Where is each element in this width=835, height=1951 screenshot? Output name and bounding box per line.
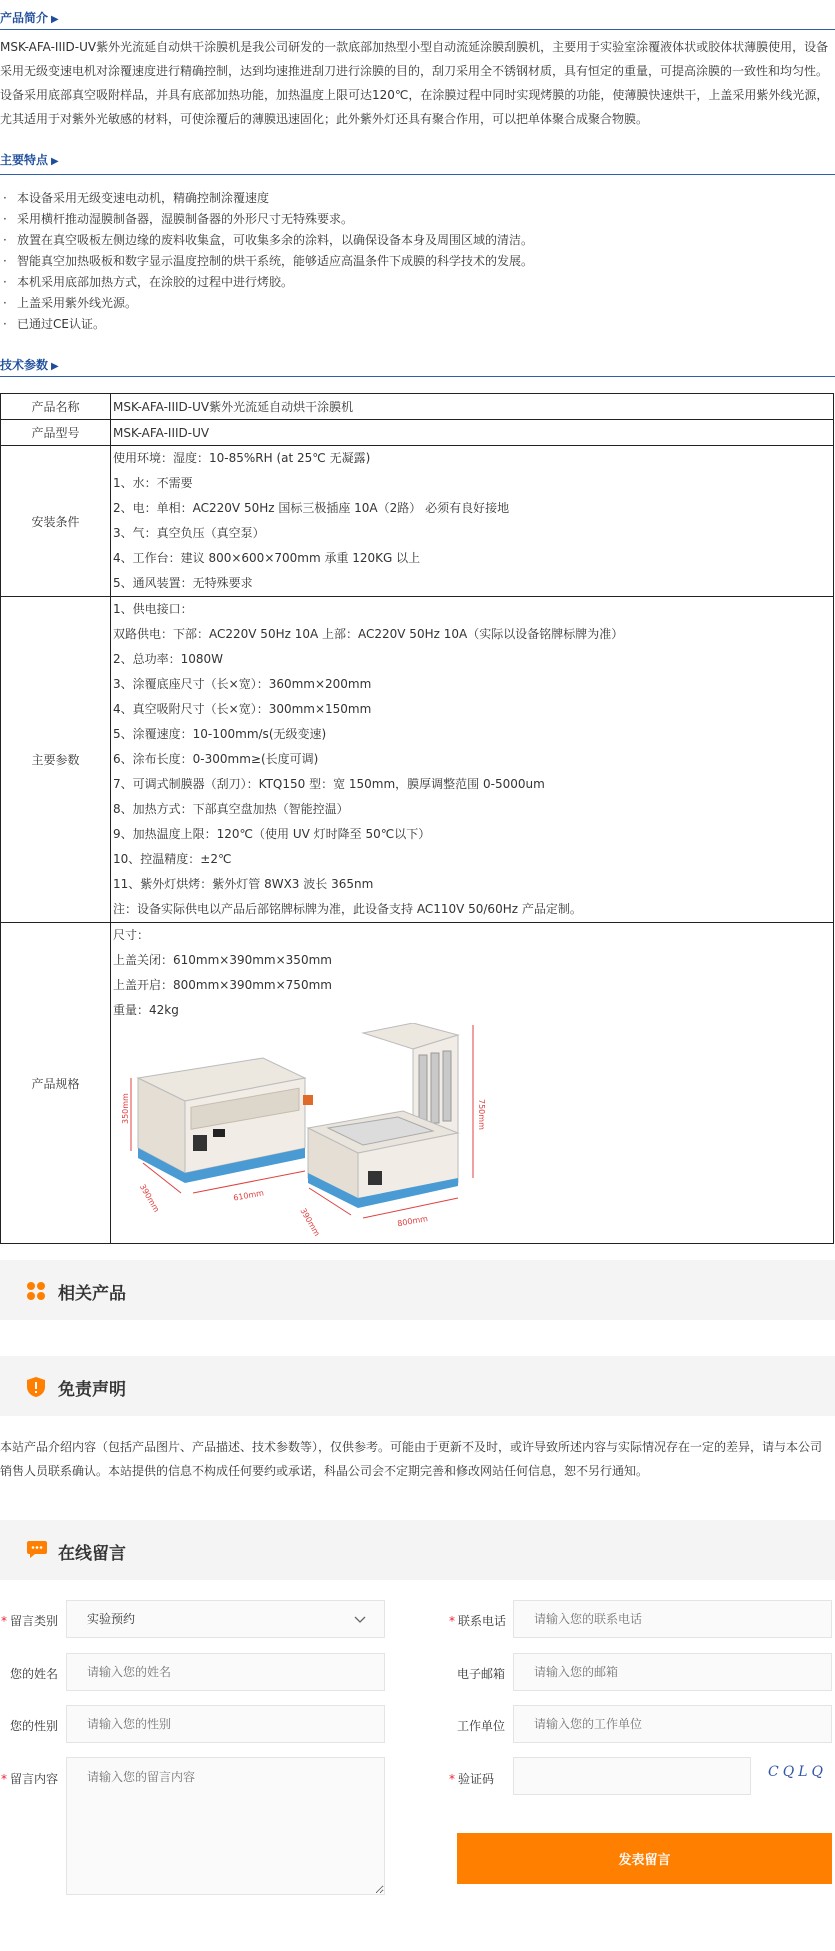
spec-line: 上盖开启：800mm×390mm×750mm: [113, 978, 332, 992]
spec-line: 1、供电接口：: [113, 602, 193, 616]
email-label: 电子邮箱: [457, 1667, 506, 1681]
content-textarea[interactable]: [66, 1757, 385, 1895]
table-row: [1, 597, 834, 923]
dim-label: 390mm: [137, 1182, 162, 1214]
dim-label: 610mm: [232, 1188, 265, 1203]
dim-label: 800mm: [396, 1214, 429, 1229]
spec-line: 1、水：不需要: [113, 476, 193, 490]
triangle-right-icon: ▶: [51, 156, 59, 167]
spec-line: 双路供电：下部：AC220V 50Hz 10A 上部：AC220V 50Hz 10A（实际以设备铭牌标牌为准）: [113, 627, 624, 641]
feature-item: · 本设备采用无级变速电动机，精确控制涂覆速度: [0, 188, 533, 209]
spec-line: 重量：42kg: [113, 1003, 179, 1017]
feature-item: · 放置在真空吸板左侧边缘的废料收集盒，可收集多余的涂料，以确保设备本身及周围区域的清洁。: [0, 230, 533, 251]
chat-icon: [26, 1540, 48, 1560]
features-list: [0, 188, 533, 335]
spec-line: 4、工作台：建议 800×600×700mm 承重 120KG 以上: [113, 551, 421, 565]
spec-line: 5、通风装置：无特殊要求: [113, 576, 253, 590]
specs-title: 技术参数 ▶: [0, 358, 59, 372]
grid-icon: [26, 1281, 46, 1301]
spec-line: 上盖关闭：610mm×390mm×350mm: [113, 953, 332, 967]
spec-line: 11、紫外灯烘烤：紫外灯管 8WX3 波长 365nm: [113, 877, 374, 891]
shield-icon: [26, 1376, 46, 1398]
product-images: [113, 1023, 833, 1243]
gender-input[interactable]: [66, 1705, 385, 1743]
spec-table: [0, 393, 834, 1244]
disclaimer-text: 本站产品介绍内容（包括产品图片、产品描述、技术参数等），仅供参考。可能由于更新不及时，或许导致所述内容与实际情况存在一定的差异，请与本公司销售人员联系确认。本站提供的信息不构成任何要约或承诺，科晶公司会不定期完善和修改网站任何信息，恕不另行通知。: [0, 1440, 823, 1478]
table-row: [1, 923, 834, 1244]
feature-item: · 采用横杆推动湿膜制备器，湿膜制备器的外形尺寸无特殊要求。: [0, 209, 533, 230]
feature-item: · 上盖采用紫外线光源。: [0, 293, 533, 314]
type-select[interactable]: [66, 1600, 385, 1638]
name-input[interactable]: [66, 1653, 385, 1691]
feature-item: · 本机采用底部加热方式，在涂胶的过程中进行烤胶。: [0, 272, 533, 293]
spec-line: 9、加热温度上限：120℃（使用 UV 灯时降至 50℃以下）: [113, 827, 431, 841]
spec-line: 2、电：单相：AC220V 50Hz 国标三极插座 10A（2路） 必须有良好接地: [113, 501, 510, 515]
spec-key: 产品名称: [1, 394, 111, 420]
dim-label: 350mm: [121, 1093, 130, 1124]
features-divider: [0, 174, 835, 175]
features-title: 主要特点 ▶: [0, 153, 59, 167]
message-bar: [0, 1520, 835, 1580]
dim-label: 390mm: [298, 1206, 322, 1238]
captcha-input[interactable]: [513, 1757, 751, 1795]
phone-input[interactable]: [513, 1600, 832, 1638]
table-row: [1, 446, 834, 597]
type-label: * 留言类别: [1, 1614, 59, 1628]
spec-value: MSK-AFA-IIID-UV紫外光流延自动烘干涂膜机: [111, 394, 834, 420]
product-illustration: [113, 1023, 833, 1243]
machine-closed-image: [121, 1058, 313, 1214]
email-input[interactable]: [513, 1653, 832, 1691]
feature-item: · 已通过CE认证。: [0, 314, 533, 335]
intro-text: MSK-AFA-IIID-UV紫外光流延自动烘干涂膜机是我公司研发的一款底部加热型小型自动流延涂膜刮膜机，主要用于实验室涂覆液体状或胶体状薄膜使用，设备采用无级变速电机对涂覆速度进行精确控制，达到均速推进刮刀进行涂膜的目的，刮刀采用全不锈钢材质，具有恒定的重量，可提高涂膜的一致性和均匀性。设备采用底部真空吸附样品，并具有底部加热功能，加热温度上限可达120℃，在涂膜过程中同时实现烤膜的功能，使薄膜快速烘干，上盖采用紫外线光源，尤其适用于对紫外光敏感的材料，可使涂覆后的薄膜迅速固化；此外紫外灯还具有聚合作用，可以把单体聚合成聚合物膜。: [0, 40, 829, 126]
message-title: 在线留言: [58, 1544, 126, 1564]
table-row: [1, 420, 834, 446]
spec-value: [111, 923, 834, 1244]
spec-key: 产品型号: [1, 420, 111, 446]
spec-key: 主要参数: [1, 597, 111, 923]
triangle-right-icon: ▶: [51, 14, 59, 25]
submit-button[interactable]: 发表留言: [457, 1833, 832, 1884]
spec-line: 4、真空吸附尺寸（长×宽）：300mm×150mm: [113, 702, 372, 716]
type-select-value: 实验预约: [87, 1612, 136, 1626]
spec-line: 8、加热方式：下部真空盘加热（智能控温）: [113, 802, 349, 816]
disclaimer-title: 免责声明: [58, 1380, 126, 1400]
spec-line: 3、涂覆底座尺寸（长×宽）：360mm×200mm: [113, 677, 372, 691]
spec-line: 5、涂覆速度：10-100mm/s(无级变速): [113, 727, 327, 741]
spec-value: [111, 597, 834, 923]
phone-label: * 联系电话: [449, 1614, 507, 1628]
intro-divider: [0, 29, 835, 30]
specs-divider: [0, 376, 835, 377]
dim-label: 750mm: [477, 1099, 486, 1130]
captcha-image[interactable]: CQLQ: [768, 1764, 827, 1780]
company-input[interactable]: [513, 1705, 832, 1743]
captcha-label: * 验证码: [449, 1772, 495, 1786]
chevron-down-icon: [354, 1614, 366, 1624]
company-label: 工作单位: [457, 1719, 506, 1733]
spec-line: 使用环境：湿度：10-85%RH (at 25℃ 无凝露): [113, 451, 371, 465]
intro-title: 产品简介 ▶: [0, 11, 59, 25]
name-label: 您的姓名: [10, 1667, 59, 1681]
table-row: [1, 394, 834, 420]
content-label: * 留言内容: [1, 1772, 59, 1786]
disclaimer-bar: [0, 1356, 835, 1416]
spec-value: MSK-AFA-IIID-UV: [111, 420, 834, 446]
spec-line: 尺寸：: [113, 928, 150, 942]
spec-line: 注：设备实际供电以产品后部铭牌标牌为准，此设备支持 AC110V 50/60Hz 产品定制。: [113, 902, 582, 916]
triangle-right-icon: ▶: [51, 361, 59, 372]
spec-key: 安装条件: [1, 446, 111, 597]
spec-line: 3、气：真空负压（真空泵）: [113, 526, 265, 540]
spec-line: 7、可调式制膜器（刮刀）：KTQ150 型：宽 150mm，膜厚调整范围 0-5000um: [113, 777, 545, 791]
spec-line: 2、总功率：1080W: [113, 652, 224, 666]
spec-value: [111, 446, 834, 597]
gender-label: 您的性别: [10, 1719, 59, 1733]
machine-open-image: [298, 1023, 486, 1238]
related-title: 相关产品: [58, 1284, 126, 1304]
related-bar: [0, 1260, 835, 1320]
spec-line: 10、控温精度：±2℃: [113, 852, 232, 866]
spec-key: 产品规格: [1, 923, 111, 1244]
spec-line: 6、涂布长度：0-300mm≥(长度可调): [113, 752, 319, 766]
feature-item: · 智能真空加热吸板和数字显示温度控制的烘干系统，能够适应高温条件下成膜的科学技术的发展。: [0, 251, 533, 272]
